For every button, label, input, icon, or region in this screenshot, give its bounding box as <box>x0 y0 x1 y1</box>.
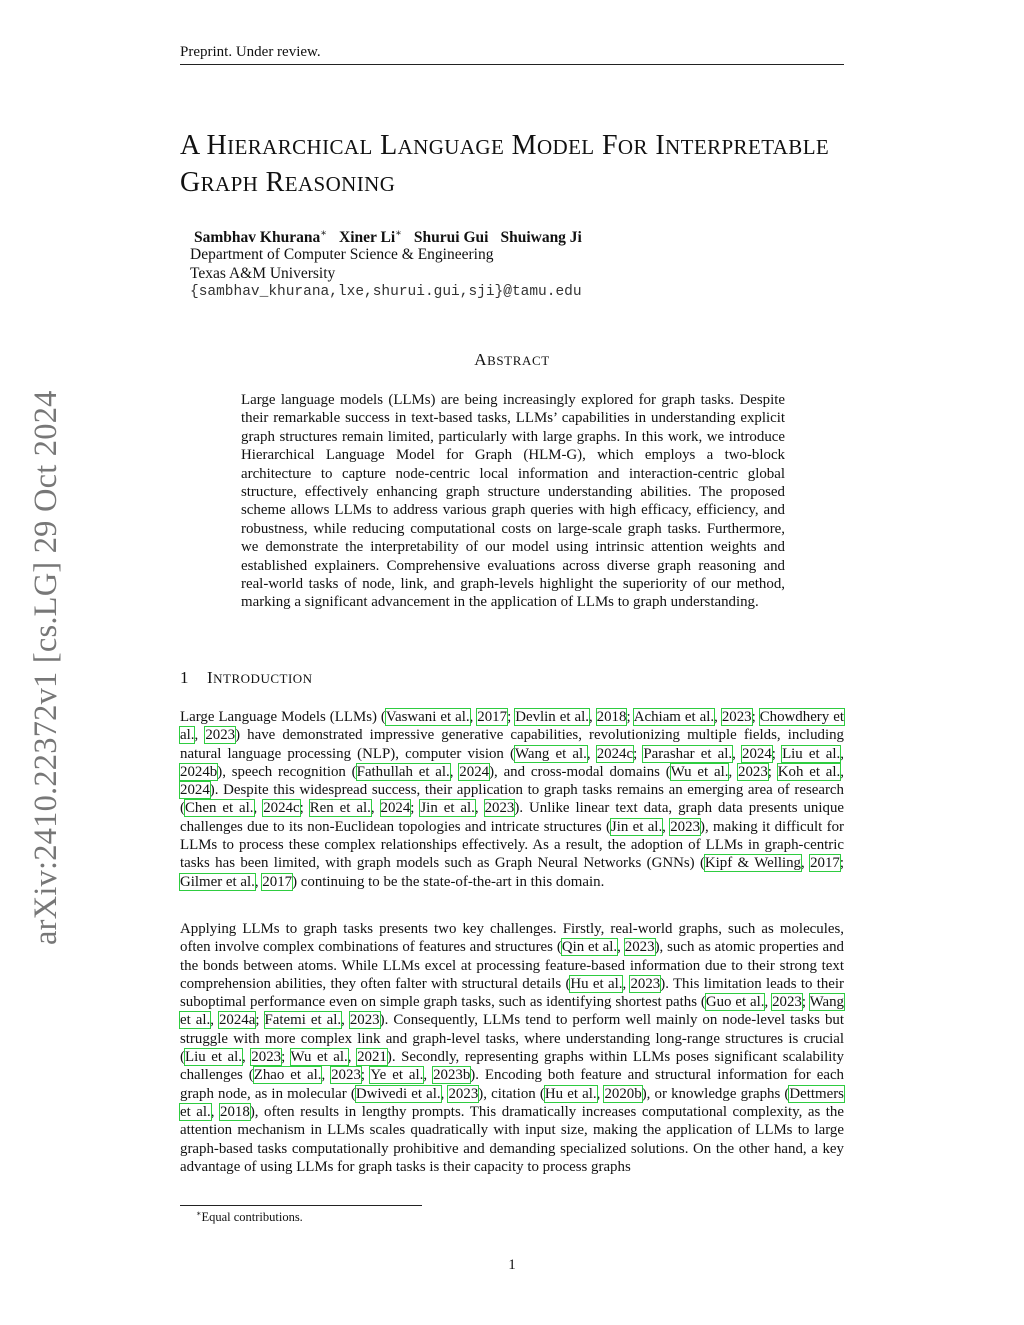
author-department: Department of Computer Science & Engineering <box>190 246 494 263</box>
citation-link[interactable]: Wu et al. <box>670 763 729 780</box>
citation-link[interactable]: 2024 <box>180 782 210 799</box>
citation-link[interactable]: 2018 <box>220 1103 250 1120</box>
author-mark: ∗ <box>395 228 402 239</box>
citation-link[interactable]: 2023b <box>433 1067 471 1084</box>
citation-link[interactable]: Ren et al. <box>309 800 371 817</box>
citation-link[interactable]: Zhao et al. <box>253 1067 322 1084</box>
author-mark: ∗ <box>320 228 327 239</box>
citation-link[interactable]: Wang et al. <box>180 994 844 1029</box>
citation-link[interactable]: 2023 <box>251 1049 282 1066</box>
citation-link[interactable]: 2024b <box>180 763 218 780</box>
citation-link[interactable]: Dwivedi et al. <box>355 1085 441 1102</box>
citation-link[interactable]: 2024 <box>459 763 490 780</box>
citation-link[interactable]: 2023 <box>205 727 236 744</box>
citation-link[interactable]: 2023 <box>624 939 655 956</box>
citation-link[interactable]: Fathullah et al. <box>356 763 450 780</box>
citation-link[interactable]: 2023 <box>448 1085 479 1102</box>
citation-link[interactable]: 2023 <box>331 1067 361 1084</box>
citation-link[interactable]: Liu et al. <box>184 1049 242 1066</box>
citation-link[interactable]: Chowdhery et al. <box>180 709 844 744</box>
section-number: 1 <box>180 668 189 687</box>
author-name: Xiner Li∗ <box>339 228 402 247</box>
header-rule <box>180 64 844 65</box>
citation-link[interactable]: 2023 <box>670 818 701 835</box>
author-list <box>194 228 594 247</box>
citation-link[interactable]: 2023 <box>484 800 515 817</box>
citation-link[interactable]: Gilmer et al. <box>180 873 255 890</box>
citation-link[interactable]: Jin et al. <box>610 818 663 835</box>
citation-link[interactable]: 2024 <box>380 800 411 817</box>
section-heading <box>180 668 313 688</box>
citation-link[interactable]: Wu et al. <box>290 1049 348 1066</box>
paper-title: A HIERARCHICAL LANGUAGE MODEL FOR INTERPRETABLE GRAPH REASONING <box>180 130 830 198</box>
citation-link[interactable]: Vaswani et al. <box>385 709 470 725</box>
citation-link[interactable]: Dettmers et al. <box>180 1085 844 1120</box>
citation-link[interactable]: 2020b <box>604 1085 642 1102</box>
intro-paragraph-2: Applying LLMs to graph tasks presents two key challenges. Firstly, real-world graphs, such as molecules, often involve complex combinations of features and structures (Qin et al., 2023), such as atomic properties and the bonds between atoms. While LLMs excel at processing feature-based information due to their strong text comprehension abilities, they often falter with structural details (Hu et al., 2023). This limitation leads to their suboptimal performance even on simple graph tasks, such as identifying shortest paths (Guo et al., 2023; Wang et al., 2024a; Fatemi et al., 2023). Consequently, LLMs tend to perform well mainly on node-level tasks but struggle with more complex link and graph-level tasks, where understanding long-range structures is crucial (Liu et al., 2023; Wu et al., 2021). Secondly, representing graphs within LLMs poses significant scalability challenges (Zhao et al., 2023; Ye et al., 2023b). Encoding both feature and structural information for each graph node, as in molecular (Dwivedi et al., 2023), citation (Hu et al., 2020b), or knowledge graphs (Dettmers et al., 2018), often results in lengthy prompts. This dramatically increases computational complexity, as the attention mechanism in LLMs scales quadratically with input size, making the application of LLMs to large graph-based tasks computationally prohibitive and demanding specialized solutions. On the other hand, a key advantage of using LLMs for graph tasks is their capacity to process graphs <box>180 921 845 1175</box>
citation-link[interactable]: Chen et al. <box>184 800 254 817</box>
abstract-heading: ABSTRACT <box>474 350 550 369</box>
author-emails: {sambhav_khurana,lxe,shurui.gui,sji}@tamu.edu <box>190 284 582 300</box>
citation-link[interactable]: Koh et al. <box>777 763 841 780</box>
footnote-mark: ∗ <box>196 1209 202 1218</box>
footnote <box>196 1209 303 1225</box>
citation-link[interactable]: 2023 <box>738 763 768 780</box>
citation-link[interactable]: 2023 <box>772 994 802 1011</box>
abstract-text: Large language models (LLMs) are being increasingly explored for graph tasks. Despite their remarkable success in text-based tasks, LLMs’ capabilities in understanding explicit graph structures remain limited, particularly with large graphs. In this work, we introduce Hierarchical Language Model for Graph (HLM-G), which employs a two-block architecture to capture node-centric local information and interaction-centric global structure, effectively enhancing graph structure understanding abilities. The proposed scheme allows LLMs to address various graph queries with high efficacy, efficiency, and robustness, while reducing computational costs on large-scale graph tasks. Furthermore, we demonstrate the interpretability of our model using intrinsic attention weights and established explainers. Comprehensive evaluations across diverse graph reasoning and real-world tasks of node, link, and graph-levels highlight the superiority of our method, marking a significant advancement in the application of LLMs to graph understanding. <box>241 392 785 611</box>
citation-link[interactable]: 2018 <box>596 709 627 725</box>
citation-link[interactable]: 2024c <box>263 800 300 817</box>
citation-link[interactable]: 2024 <box>742 745 772 762</box>
citation-link[interactable]: 2024a <box>218 1012 256 1029</box>
author-name: Shuiwang Ji <box>500 229 582 247</box>
citation-link[interactable]: 2023 <box>630 975 661 992</box>
author-name: Sambhav Khurana∗ <box>194 228 327 247</box>
citation-link[interactable]: 2017 <box>477 709 508 725</box>
citation-link[interactable]: 2017 <box>810 855 840 872</box>
footnote-text: Equal contributions. <box>201 1210 303 1225</box>
citation-link[interactable]: Liu et al. <box>782 745 841 762</box>
intro-paragraph-1: Large Language Models (LLMs) (Vaswani et al., 2017; Devlin et al., 2018; Achiam et al., 2023; Chowdhery et al., 2023) have demonstrated impressive generative capabilities, revolutionizing multiple fields, including natural language processing (NLP), computer vision (Wang et al., 2024c; Parashar et al., 2024; Liu et al., 2024b), speech recognition (Fathullah et al., 2024), and cross-modal domains (Wu et al., 2023; Koh et al., 2024). Despite this widespread success, their application to graph tasks remains an emerging area of research (Chen et al., 2024c; Ren et al., 2024; Jin et al., 2023). Unlike linear text data, graph data presents unique challenges due to its non-Euclidean topologies and intricate structures (Jin et al., 2023), making it difficult for LLMs to process these complex relationships effectively. As a result, the adoption of LLMs in graph-centric tasks has been limited, with graph models such as Graph Neural Networks (GNNs) (Kipf & Welling, 2017; Gilmer et al., 2017) continuing to be the state-of-the-art in this domain. <box>180 709 844 890</box>
citation-link[interactable]: Ye et al. <box>370 1067 424 1084</box>
citation-link[interactable]: Guo et al. <box>705 994 765 1011</box>
citation-link[interactable]: Wang et al. <box>514 745 587 762</box>
arxiv-identifier: arXiv:2410.22372v1 [cs.LG] 29 Oct 2024 <box>28 390 64 945</box>
citation-link[interactable]: 2024c <box>596 745 634 762</box>
citation-link[interactable]: Parashar et al. <box>643 745 733 762</box>
citation-link[interactable]: Achiam et al. <box>633 709 715 725</box>
author-name: Shurui Gui <box>413 229 489 247</box>
author-university: Texas A&M University <box>190 265 336 282</box>
citation-link[interactable]: Hu et al. <box>544 1085 597 1102</box>
citation-link[interactable]: 2023 <box>721 709 752 725</box>
section-title: INTRODUCTION <box>207 668 313 687</box>
footnote-rule <box>180 1205 422 1206</box>
citation-link[interactable]: 2023 <box>349 1012 380 1029</box>
citation-link[interactable]: 2017 <box>262 873 293 890</box>
citation-link[interactable]: Devlin et al. <box>515 709 589 725</box>
citation-link[interactable]: Qin et al. <box>561 939 618 956</box>
citation-link[interactable]: 2021 <box>357 1049 387 1066</box>
page-number: 1 <box>508 1257 516 1273</box>
citation-link[interactable]: Kipf & Welling <box>704 855 801 872</box>
running-header: Preprint. Under review. <box>180 44 321 60</box>
citation-link[interactable]: Hu et al. <box>570 975 623 992</box>
citation-link[interactable]: Jin et al. <box>420 800 475 817</box>
citation-link[interactable]: Fatemi et al. <box>264 1012 342 1029</box>
